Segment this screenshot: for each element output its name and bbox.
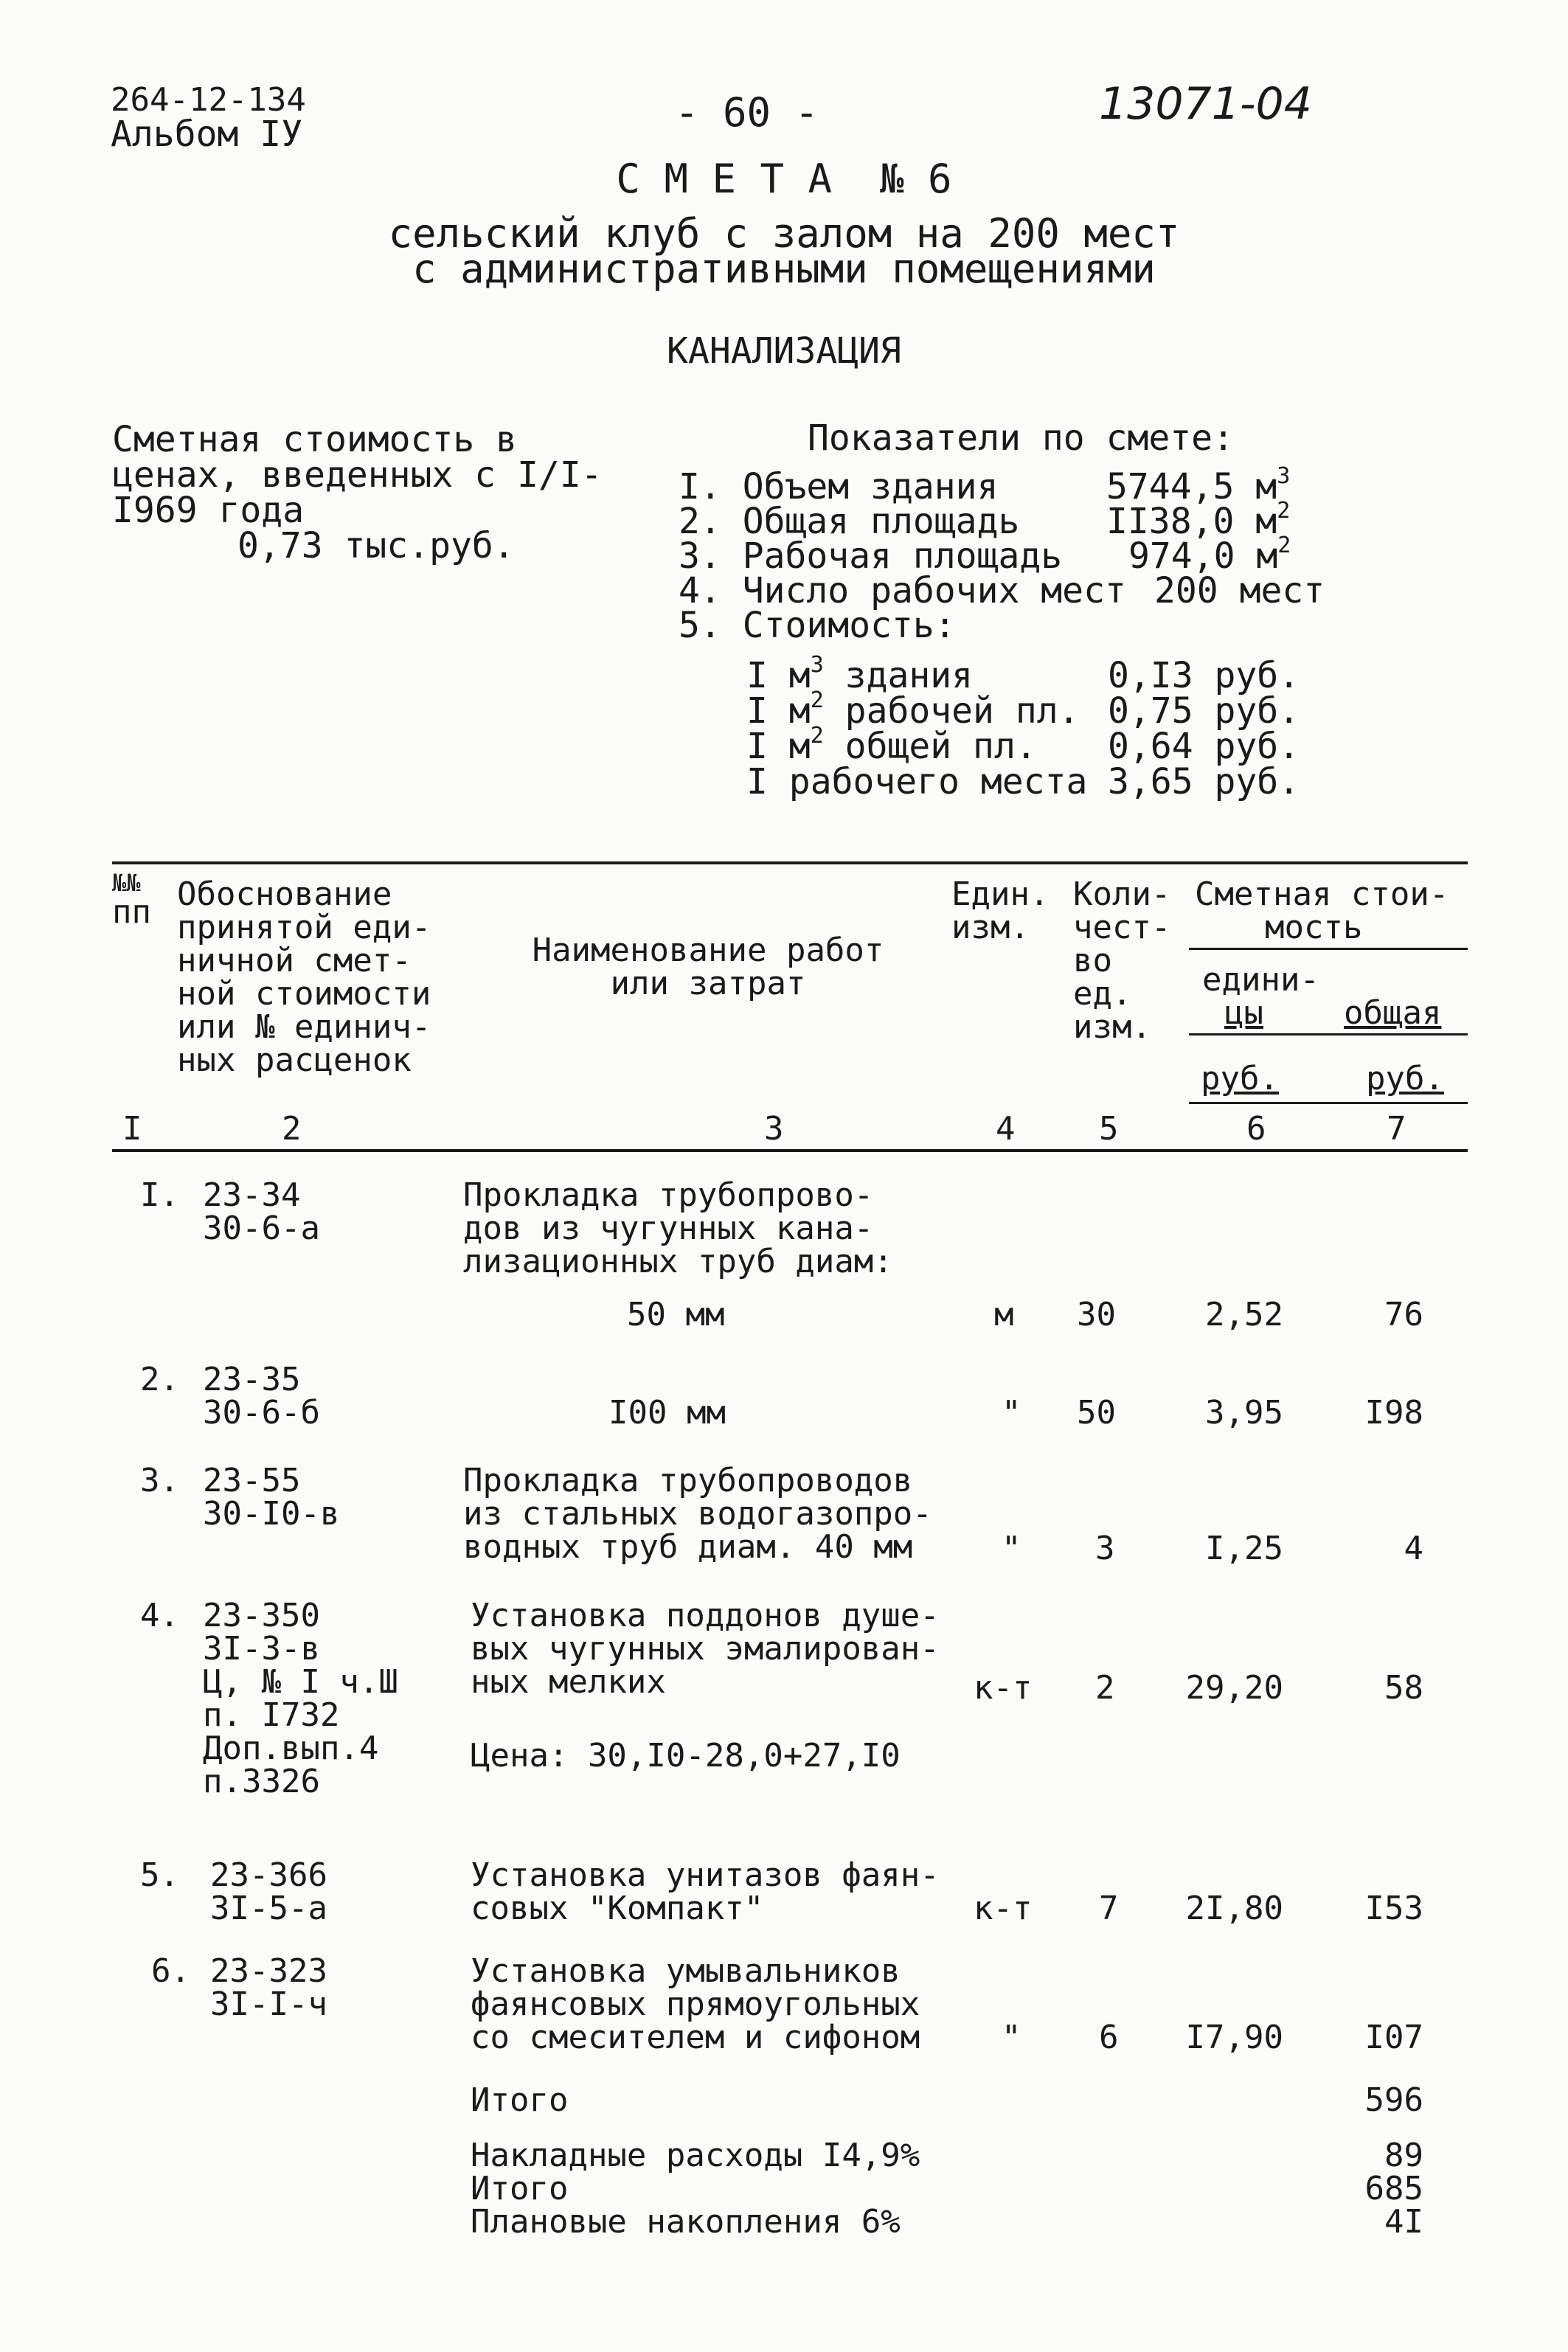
header-cost-group xyxy=(1195,875,1449,946)
row-qty: 7 xyxy=(1099,1890,1119,1927)
row-name xyxy=(463,1176,893,1280)
row-name xyxy=(463,1464,932,1564)
header-unit-cost-line: едини- xyxy=(1202,961,1319,999)
unit-cost-value: 0,75 руб. xyxy=(1108,690,1300,732)
row-total: 4 xyxy=(1404,1530,1423,1567)
row-qty: 6 xyxy=(1099,2019,1119,2056)
row-total: I07 xyxy=(1364,2019,1423,2056)
document-code: 264-12-134 xyxy=(111,81,306,119)
row-total: 76 xyxy=(1384,1296,1423,1333)
row-unit: м xyxy=(994,1296,1014,1333)
header-num-line: пп xyxy=(112,893,151,931)
row-basis-line: 23-35 xyxy=(203,1361,301,1398)
estimate-heading: С М Е Т А № 6 xyxy=(616,156,952,202)
header-basis-line: ных расценок xyxy=(177,1041,412,1079)
row-basis-line: 23-55 xyxy=(203,1462,301,1499)
unit-cost-label: общей пл. xyxy=(823,726,1037,767)
row-basis-line: 23-34 xyxy=(203,1176,301,1214)
row-basis-line: 3I-3-в xyxy=(203,1630,320,1668)
header-qty-line: ед. xyxy=(1073,975,1132,1013)
indicator-label: 2. Общая площадь xyxy=(679,501,1020,542)
header-cost-line: мость xyxy=(1265,909,1363,946)
row-qty: 3 xyxy=(1095,1530,1115,1567)
row-total: I98 xyxy=(1364,1394,1423,1432)
row-name-line: Установка умывальников xyxy=(471,1952,901,1990)
unit-cost-exp: 2 xyxy=(810,687,824,713)
header-name-line: или затрат xyxy=(610,965,806,1002)
row-price: 2,52 xyxy=(1205,1296,1283,1333)
row-unit: к-т xyxy=(974,1669,1033,1707)
indicator-unit-exp: 2 xyxy=(1277,498,1291,524)
column-number: 5 xyxy=(1099,1110,1119,1148)
column-number: 6 xyxy=(1246,1110,1266,1148)
handwritten-stamp: 13071-04 xyxy=(1099,78,1312,130)
row-qty: 2 xyxy=(1095,1669,1115,1707)
row-basis-line: 23-366 xyxy=(210,1856,327,1894)
unit-cost-prefix: I м xyxy=(746,655,811,696)
row-basis-line: Доп.вып.4 xyxy=(203,1730,379,1767)
header-total-cost: общая xyxy=(1344,994,1442,1032)
header-cost-line: Сметная стои- xyxy=(1195,875,1449,913)
row-basis-line: Ц, № I ч.Ш xyxy=(203,1663,398,1701)
summary-value: 685 xyxy=(1364,2170,1423,2207)
row-num: 3. xyxy=(140,1462,179,1499)
cost-line: ценах, введенных с I/I- xyxy=(112,454,603,496)
header-qty-line: Коли- xyxy=(1073,875,1171,913)
header-basis-line: принятой еди- xyxy=(177,909,431,946)
row-size: 50 мм xyxy=(627,1296,725,1333)
unit-cost-value: 0,I3 руб. xyxy=(1108,655,1300,696)
row-basis xyxy=(203,1462,340,1533)
row-unit: " xyxy=(1002,1530,1021,1567)
unit-cost-value: 0,64 руб. xyxy=(1108,726,1300,767)
column-number: I xyxy=(122,1110,142,1148)
summary-value: 4I xyxy=(1384,2203,1423,2241)
row-qty: 50 xyxy=(1077,1394,1116,1432)
indicator-unit-exp: 2 xyxy=(1277,533,1291,558)
row-name-line: вых чугунных эмалирован- xyxy=(471,1630,940,1668)
header-name xyxy=(472,934,944,1000)
row-basis xyxy=(203,1599,398,1798)
row-basis xyxy=(210,1954,327,2021)
row-price: 3,95 xyxy=(1205,1394,1283,1432)
column-number: 7 xyxy=(1387,1110,1406,1148)
row-name-line: фаянсовых прямоугольных xyxy=(471,1985,920,2023)
column-number: 2 xyxy=(282,1110,302,1148)
header-unit-cost-line: цы xyxy=(1224,994,1263,1032)
header-unit-line: изм. xyxy=(951,909,1030,946)
subheader-rule xyxy=(1189,1033,1468,1035)
row-basis-line: 30-6-б xyxy=(203,1394,320,1432)
summary-value: 89 xyxy=(1384,2137,1423,2174)
indicator-label: 4. Число рабочих мест xyxy=(679,570,1126,611)
title-line-1: сельский клуб с залом на 200 мест xyxy=(388,210,1180,257)
unit-cost-prefix: I м xyxy=(746,690,811,732)
row-basis-line: 23-323 xyxy=(210,1952,327,1990)
header-basis-line: ной стоимости xyxy=(177,975,431,1013)
row-name-line: из стальных водогазопро- xyxy=(463,1495,932,1533)
row-basis-line: 30-I0-в xyxy=(203,1495,340,1533)
header-name-line: Наименование работ xyxy=(532,932,884,969)
row-name-line: лизационных труб диам: xyxy=(463,1243,893,1280)
summary-value: 596 xyxy=(1364,2081,1423,2119)
header-qty-line: чест- xyxy=(1073,909,1171,946)
row-price: I7,90 xyxy=(1185,2019,1283,2056)
header-rub-6: руб. xyxy=(1201,1060,1279,1097)
row-basis xyxy=(210,1856,327,1927)
indicator-label: 3. Рабочая площадь xyxy=(679,535,1063,577)
title-line-2: с административными помещениями xyxy=(412,246,1156,292)
row-price: 2I,80 xyxy=(1185,1890,1283,1927)
row-name-line: совых "Компакт" xyxy=(471,1890,764,1927)
row-name-line: Установка поддонов душе- xyxy=(471,1597,940,1634)
row-basis-line: 3I-5-а xyxy=(210,1890,327,1927)
header-basis xyxy=(177,875,431,1079)
indicator-unit-exp: 3 xyxy=(1277,463,1291,489)
header-bottom-rule xyxy=(1189,1102,1468,1104)
row-total: I53 xyxy=(1364,1890,1423,1927)
header-basis-line: или № единич- xyxy=(177,1008,431,1046)
row-basis-line: 23-350 xyxy=(203,1597,320,1634)
row-price: I,25 xyxy=(1205,1530,1283,1567)
row-name-line: Установка унитазов фаян- xyxy=(471,1856,940,1894)
row-name-line: ных мелких xyxy=(471,1663,666,1701)
unit-cost-prefix: I м xyxy=(746,726,811,767)
row-unit: " xyxy=(1002,2019,1021,2056)
cost-line: I969 года xyxy=(112,490,305,531)
indicator-value: 200 мест xyxy=(1154,570,1325,611)
row-num: 6. xyxy=(151,1952,190,1990)
indicators-list xyxy=(679,463,1342,649)
row-name xyxy=(471,1954,920,2054)
row-price: 29,20 xyxy=(1185,1669,1283,1707)
table-top-rule xyxy=(112,861,1468,864)
header-basis-line: Обоснование xyxy=(177,875,392,913)
header-num-line: №№ xyxy=(112,869,141,897)
row-basis xyxy=(203,1176,320,1247)
row-basis-line: 30-6-а xyxy=(203,1210,320,1247)
header-qty-line: изм. xyxy=(1073,1008,1151,1046)
unit-cost-label: I рабочего места xyxy=(746,761,1088,802)
header-qty xyxy=(1073,875,1171,1046)
column-number: 4 xyxy=(996,1110,1016,1148)
row-basis-line: п.3326 xyxy=(203,1763,320,1800)
summary-label: Накладные расходы I4,9% xyxy=(471,2137,920,2174)
unit-cost-label: рабочей пл. xyxy=(823,690,1080,732)
row-num: 2. xyxy=(140,1361,179,1398)
unit-cost-label: здания xyxy=(823,655,974,696)
cost-block xyxy=(112,419,603,566)
indicator-value: II38,0 м xyxy=(1106,501,1277,542)
section-title: КАНАЛИЗАЦИЯ xyxy=(667,330,901,372)
row-basis-line: 3I-I-ч xyxy=(210,1985,327,2023)
header-unit-line: Един. xyxy=(951,875,1050,913)
header-num xyxy=(112,870,151,929)
row-name-line: дов из чугунных кана- xyxy=(463,1210,874,1247)
row-num: 4. xyxy=(140,1597,179,1634)
unit-costs-list xyxy=(746,652,1336,802)
row-name xyxy=(471,1856,940,1927)
row-size: I00 мм xyxy=(608,1394,726,1432)
row-unit: " xyxy=(1002,1394,1021,1432)
indicator-label: I. Объем здания xyxy=(679,466,999,507)
cost-value: 0,73 тыс.руб. xyxy=(237,525,515,566)
row-name xyxy=(471,1599,940,1699)
unit-cost-exp: 2 xyxy=(810,723,824,749)
header-unit xyxy=(951,875,1050,946)
indicator-label: 5. Стоимость: xyxy=(679,605,956,646)
indicators-heading: Показатели по смете: xyxy=(808,417,1234,459)
summary-label: Итого xyxy=(471,2081,569,2119)
row-qty: 30 xyxy=(1077,1296,1116,1333)
header-rub-7: руб. xyxy=(1366,1060,1444,1097)
row-total: 58 xyxy=(1384,1669,1423,1707)
row-unit: к-т xyxy=(974,1890,1033,1927)
row-basis xyxy=(203,1361,320,1432)
row-basis-line: п. I732 xyxy=(203,1696,340,1734)
header-qty-line: во xyxy=(1073,942,1112,979)
unit-cost-value: 3,65 руб. xyxy=(1108,761,1300,802)
page-number: - 60 - xyxy=(675,89,819,136)
row-name-line: Прокладка трубопрово- xyxy=(463,1176,874,1214)
row-note: Цена: 30,I0-28,0+27,I0 xyxy=(471,1737,901,1775)
row-name-line: Прокладка трубопроводов xyxy=(463,1462,913,1499)
column-numbers-rule xyxy=(112,1149,1468,1152)
header-unit-cost xyxy=(1202,963,1319,1030)
header-basis-line: ничной смет- xyxy=(177,942,412,979)
album-label: Альбом IУ xyxy=(111,114,303,155)
summary-label: Плановые накопления 6% xyxy=(471,2203,901,2241)
row-num: 5. xyxy=(140,1856,179,1894)
summary-label: Итого xyxy=(471,2170,569,2207)
unit-cost-exp: 3 xyxy=(810,652,824,678)
column-number: 3 xyxy=(764,1110,784,1148)
indicator-value: 5744,5 м xyxy=(1106,466,1277,507)
indicator-value: 974,0 м xyxy=(1128,535,1278,577)
row-name-line: со смесителем и сифоном xyxy=(471,2019,920,2056)
row-name-line: водных труб диам. 40 мм xyxy=(463,1528,913,1566)
cost-line: Сметная стоимость в xyxy=(112,419,518,460)
cost-group-rule xyxy=(1189,948,1468,950)
row-num: I. xyxy=(140,1176,179,1214)
